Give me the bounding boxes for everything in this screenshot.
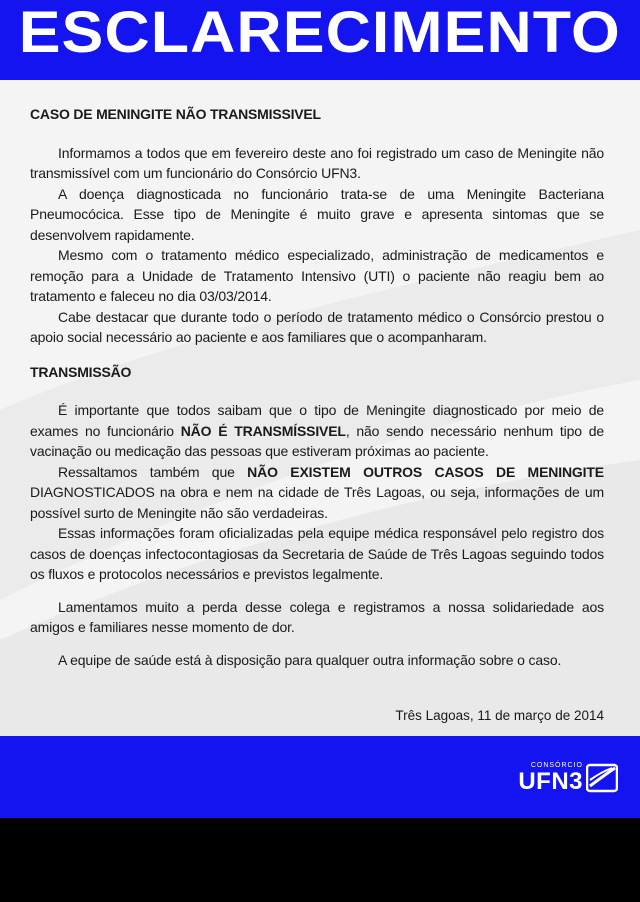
paragraph: Essas informações foram oficializadas pela equipe médica responsável pelo registro dos casos de doenças infectocontagiosas da Secretaria de Saúde de Três Lagoas seguindo todos os fluxos e protocolos necessários e previstos legalmente. <box>30 525 604 582</box>
bottom-bar <box>0 818 640 902</box>
paragraph <box>30 400 604 462</box>
logo-subtitle: CONSÓRCIO <box>530 762 583 769</box>
paragraph: Informamos a todos que em fevereiro deste ano foi registrado um caso de Meningite não transmissível com um funcionário do Consórcio UFN3. <box>30 144 604 181</box>
text-run: Ressaltamos também que <box>58 463 248 480</box>
document-body <box>0 80 640 736</box>
logo-swoosh-icon <box>586 762 618 794</box>
page-title: ESCLARECIMENTO <box>18 0 622 65</box>
text-run: , não sendo necessário nenhum tipo de vacinação ou medicação das pessoas que estiveram próximas ao paciente. <box>30 422 604 459</box>
text-run: É importante que todos saibam que o tipo de Meningite diagnosticado por meio de exames no funcionário <box>30 402 604 439</box>
date-line: Três Lagoas, 11 de março de 2014 <box>395 708 604 723</box>
section-heading-caso: CASO DE MENINGITE NÃO TRANSMISSIVEL <box>30 106 321 122</box>
paragraph: Cabe destacar que durante todo o período de tratamento médico o Consórcio prestou o apoio social necessário ao paciente e aos familiares que o acompanharam. <box>30 308 604 345</box>
paragraph <box>30 462 604 524</box>
document-content <box>30 104 604 670</box>
paragraph: A equipe de saúde está à disposição para qualquer outra informação sobre o caso. <box>58 651 562 668</box>
paragraph: Lamentamos muito a perda desse colega e registramos a nossa solidariedade aos amigos e familiares nesse momento de dor. <box>30 598 604 635</box>
paragraph: Mesmo com o tratamento médico especializado, administração de medicamentos e remoção para a Unidade de Tratamento Intensivo (UTI) o paciente não reagiu bem ao tratamento e faleceu no dia 03/03/2014. <box>30 247 604 304</box>
logo-title: UFN3 <box>518 768 583 795</box>
text-run: DIAGNOSTICADOS na obra e nem na cidade de Três Lagoas, ou seja, informações de um possível surto de Meningite não são verdadeiras. <box>30 484 604 521</box>
ufn3-logo <box>518 762 618 794</box>
section-heading-transmissao: TRANSMISSÃO <box>30 363 132 380</box>
header-banner <box>0 0 640 80</box>
emphasis-not-transmissible: NÃO É TRANSMÍSSIVEL <box>180 422 346 439</box>
emphasis-no-other-cases: NÃO EXISTEM OUTROS CASOS DE MENINGITE <box>247 463 604 480</box>
paragraph: A doença diagnosticada no funcionário trata-se de uma Meningite Bacteriana Pneumocócica. Esse tipo de Meningite é muito grave e apresenta sintomas que se desenvolvem rapidamente. <box>30 185 604 243</box>
footer-banner <box>0 736 640 818</box>
